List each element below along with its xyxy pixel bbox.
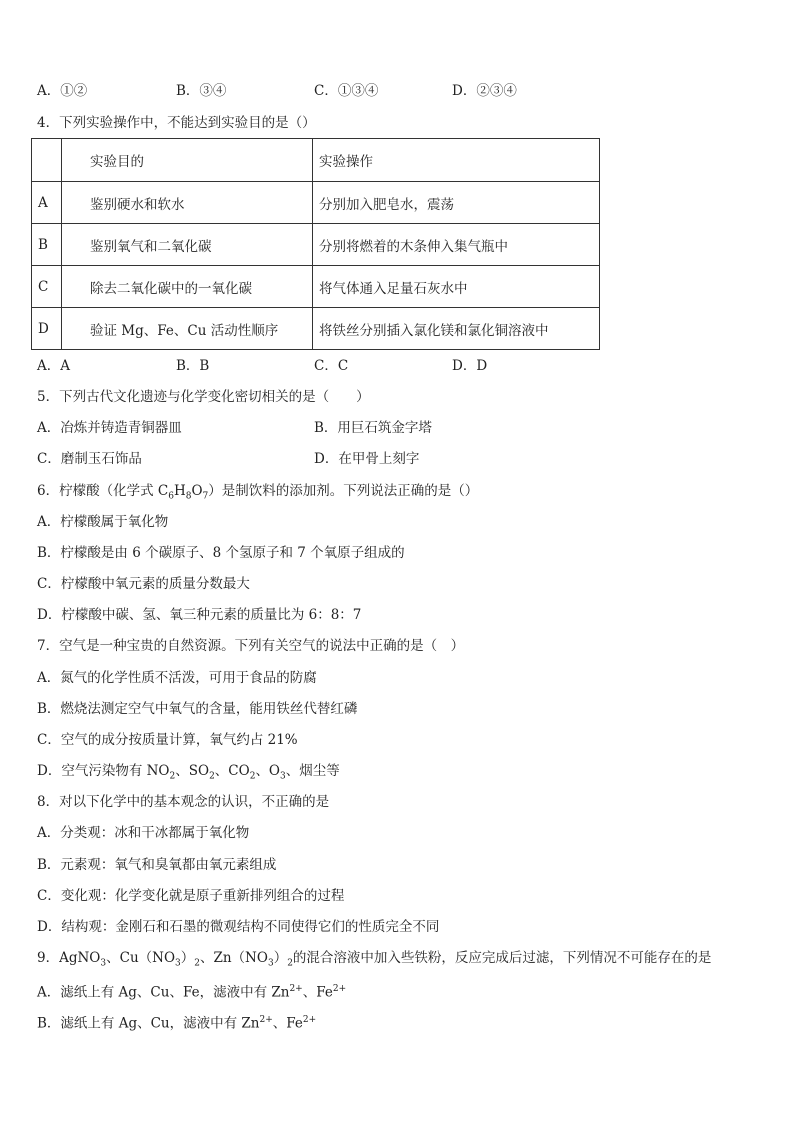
q4-stem: 4．下列实验操作中，不能达到实验目的是（） bbox=[37, 115, 316, 131]
q9-option-b: B．滤纸上有 Ag、Cu，滤液中有 $Zn^{2+}$、$Fe^{2+}$ bbox=[37, 1015, 317, 1032]
table-cell: 分别加入肥皂水，震荡 bbox=[313, 182, 600, 224]
q3-option-a: A．①② bbox=[37, 83, 88, 99]
table-row bbox=[32, 182, 600, 224]
q5-option-d: D．在甲骨上刻字 bbox=[314, 451, 420, 467]
q7-stem: 7．空气是一种宝贵的自然资源。下列有关空气的说法中正确的是（ ） bbox=[37, 638, 465, 654]
q5-option-c: C．磨制玉石饰品 bbox=[37, 451, 142, 467]
q4-option-c: C．C bbox=[314, 358, 349, 374]
q5-option-a: A．冶炼并铸造青铜器皿 bbox=[37, 420, 182, 436]
table-row bbox=[32, 224, 600, 266]
table-cell: 将铁丝分别插入氯化镁和氯化铜溶液中 bbox=[313, 308, 600, 350]
q6-option-a: A．柠檬酸属于氧化物 bbox=[37, 514, 169, 530]
q8-option-c: C．变化观：化学变化就是原子重新排列组合的过程 bbox=[37, 888, 345, 904]
table-cell: B bbox=[32, 224, 62, 266]
table-cell: C bbox=[32, 266, 62, 308]
q7-option-b: B．燃烧法测定空气中氧气的含量，能用铁丝代替红磷 bbox=[37, 701, 358, 717]
table-cell: 验证 Mg、Fe、Cu 活动性顺序 bbox=[62, 308, 313, 350]
q8-stem: 8．对以下化学中的基本观念的认识，不正确的是 bbox=[37, 794, 330, 810]
q4-option-a: A．A bbox=[37, 358, 70, 374]
q4-option-d: D．D bbox=[452, 358, 488, 374]
q5-option-b: B．用巨石筑金字塔 bbox=[314, 420, 432, 436]
q6-option-d: D．柠檬酸中碳、氢、氧三种元素的质量比为 6：8：7 bbox=[37, 607, 362, 623]
table-row bbox=[32, 266, 600, 308]
table-cell: A bbox=[32, 182, 62, 224]
q8-option-d: D．结构观：金刚石和石墨的微观结构不同使得它们的性质完全不同 bbox=[37, 919, 440, 935]
q9-option-a: A．滤纸上有 Ag、Cu、Fe，滤液中有 $Zn^{2+}$、$Fe^{2+}$ bbox=[37, 984, 347, 1001]
table-cell: 鉴别硬水和软水 bbox=[62, 182, 313, 224]
table-cell: 将气体通入足量石灰水中 bbox=[313, 266, 600, 308]
q8-option-a: A．分类观：冰和干冰都属于氧化物 bbox=[37, 825, 250, 841]
q6-stem: 6．柠檬酸（化学式 $C_6H_8O_7$）是制饮料的添加剂。下列说法正确的是（） bbox=[37, 483, 479, 502]
q4-table bbox=[31, 138, 600, 350]
q5-stem: 5．下列古代文化遗迹与化学变化密切相关的是（ ） bbox=[37, 389, 370, 405]
table-cell: 除去二氧化碳中的一氧化碳 bbox=[62, 266, 313, 308]
q3-option-b: B．③④ bbox=[176, 83, 227, 99]
table-header-cell: 实验操作 bbox=[313, 139, 600, 182]
table-cell: 分别将燃着的木条伸入集气瓶中 bbox=[313, 224, 600, 266]
q7-option-a: A．氮气的化学性质不活泼，可用于食品的防腐 bbox=[37, 670, 317, 686]
q3-option-c: C．①③④ bbox=[314, 83, 379, 99]
q7-option-d: D．空气污染物有 $NO_2$、$SO_2$、$CO_2$、$O_3$、烟尘等 bbox=[37, 763, 340, 782]
table-header-cell bbox=[32, 139, 62, 182]
table-cell: 鉴别氧气和二氧化碳 bbox=[62, 224, 313, 266]
q4-option-b: B．B bbox=[176, 358, 210, 374]
q6-option-b: B．柠檬酸是由 6 个碳原子、8 个氢原子和 7 个氧原子组成的 bbox=[37, 545, 405, 561]
q3-option-d: D．②③④ bbox=[452, 83, 517, 99]
table-row bbox=[32, 308, 600, 350]
table-header-cell: 实验目的 bbox=[62, 139, 313, 182]
q7-option-c: C．空气的成分按质量计算，氧气约占 21% bbox=[37, 732, 298, 748]
q6-option-c: C．柠檬酸中氧元素的质量分数最大 bbox=[37, 576, 250, 592]
table-header-row bbox=[32, 139, 600, 182]
table-cell: D bbox=[32, 308, 62, 350]
q8-option-b: B．元素观：氧气和臭氧都由氧元素组成 bbox=[37, 857, 277, 873]
q9-stem: 9．AgNO$_3$、$Cu(NO_3)_2$、$Zn(NO_3)_2$的混合溶液中加入些铁粉，反应完成后过滤，下列情况不可能存在的是 bbox=[37, 950, 712, 969]
